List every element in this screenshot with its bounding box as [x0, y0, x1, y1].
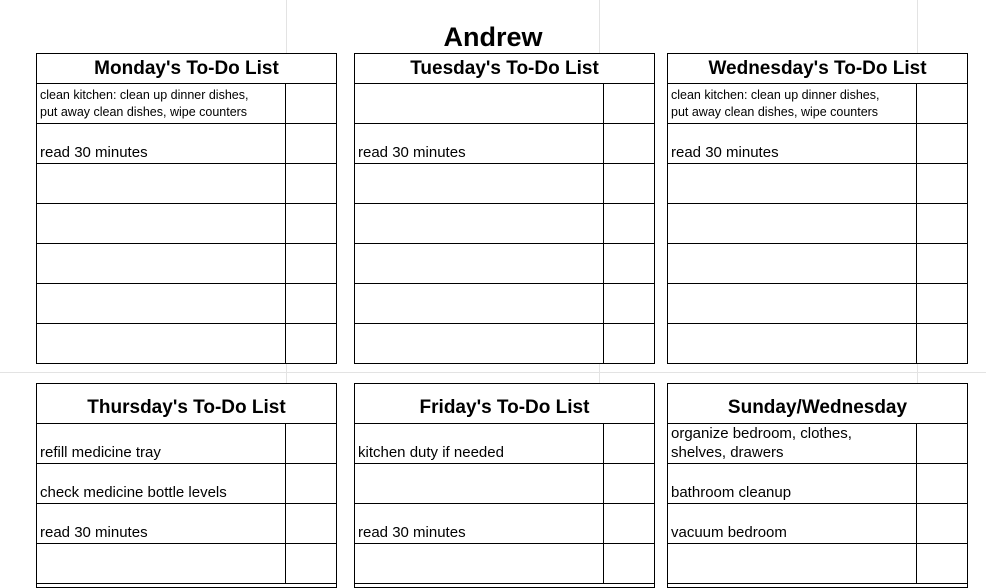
task-cell[interactable]	[668, 244, 917, 283]
checkbox-cell[interactable]	[603, 124, 654, 163]
panel-heading: Monday's To-Do List	[37, 54, 336, 84]
checkbox-cell[interactable]	[285, 504, 336, 543]
checkbox-cell[interactable]	[285, 324, 336, 364]
task-row	[355, 464, 654, 504]
checkbox-cell[interactable]	[916, 424, 967, 463]
page-title: Andrew	[443, 22, 543, 52]
task-row	[355, 424, 654, 464]
task-row	[355, 284, 654, 324]
checkbox-cell[interactable]	[285, 204, 336, 243]
gridline	[0, 372, 986, 373]
task-cell[interactable]: bathroom cleanup	[668, 464, 917, 503]
checkbox-cell[interactable]	[603, 464, 654, 503]
task-row	[37, 284, 336, 324]
checkbox-cell[interactable]	[916, 164, 967, 203]
task-row	[668, 84, 967, 124]
panel-heading: Wednesday's To-Do List	[668, 54, 967, 84]
task-cell[interactable]	[37, 544, 286, 583]
task-cell[interactable]: check medicine bottle levels	[37, 464, 286, 503]
monday-todo-panel	[36, 53, 337, 364]
checkbox-cell[interactable]	[285, 544, 336, 583]
task-row	[37, 244, 336, 284]
task-row	[355, 324, 654, 364]
checkbox-cell[interactable]	[916, 284, 967, 323]
task-row	[37, 124, 336, 164]
task-row	[668, 284, 967, 324]
panel-heading: Sunday/Wednesday	[668, 384, 967, 424]
task-cell[interactable]	[355, 244, 604, 283]
checkbox-cell[interactable]	[916, 464, 967, 503]
panel-heading: Tuesday's To-Do List	[355, 54, 654, 84]
task-row	[668, 424, 967, 464]
checkbox-cell[interactable]	[285, 84, 336, 123]
checkbox-cell[interactable]	[285, 464, 336, 503]
task-cell[interactable]	[37, 204, 286, 243]
task-cell[interactable]: read 30 minutes	[355, 504, 604, 543]
task-cell[interactable]: refill medicine tray	[37, 424, 286, 463]
checkbox-cell[interactable]	[916, 244, 967, 283]
task-row	[668, 324, 967, 364]
checkbox-cell[interactable]	[603, 244, 654, 283]
task-cell[interactable]: read 30 minutes	[668, 124, 917, 163]
task-cell[interactable]	[355, 544, 604, 583]
task-cell[interactable]: organize bedroom, clothes, shelves, drawers	[668, 424, 917, 463]
task-cell[interactable]	[668, 544, 917, 583]
task-row	[355, 84, 654, 124]
task-cell[interactable]	[355, 284, 604, 323]
task-row	[355, 124, 654, 164]
checkbox-cell[interactable]	[285, 164, 336, 203]
task-cell[interactable]: kitchen duty if needed	[355, 424, 604, 463]
task-cell[interactable]: clean kitchen: clean up dinner dishes, put away clean dishes, wipe counters	[37, 84, 286, 123]
checkbox-cell[interactable]	[916, 504, 967, 543]
task-row	[37, 204, 336, 244]
checkbox-cell[interactable]	[603, 544, 654, 583]
checkbox-cell[interactable]	[603, 504, 654, 543]
task-row	[37, 164, 336, 204]
task-row	[355, 164, 654, 204]
task-row	[668, 244, 967, 284]
task-row	[37, 324, 336, 364]
task-cell[interactable]	[668, 284, 917, 323]
task-row	[355, 204, 654, 244]
task-cell[interactable]	[37, 164, 286, 203]
wednesday-todo-panel	[667, 53, 968, 364]
checkbox-cell[interactable]	[603, 284, 654, 323]
task-row	[668, 164, 967, 204]
task-cell[interactable]: clean kitchen: clean up dinner dishes, put away clean dishes, wipe counters	[668, 84, 917, 123]
task-row	[37, 424, 336, 464]
checkbox-cell[interactable]	[916, 204, 967, 243]
checkbox-cell[interactable]	[603, 204, 654, 243]
checkbox-cell[interactable]	[285, 124, 336, 163]
task-cell[interactable]	[355, 164, 604, 203]
checkbox-cell[interactable]	[603, 164, 654, 203]
checkbox-cell[interactable]	[916, 124, 967, 163]
task-cell[interactable]	[668, 164, 917, 203]
task-cell[interactable]	[37, 284, 286, 323]
task-cell[interactable]	[355, 324, 604, 364]
task-cell[interactable]: read 30 minutes	[37, 504, 286, 543]
task-cell[interactable]: read 30 minutes	[37, 124, 286, 163]
task-cell[interactable]	[668, 324, 917, 364]
task-row	[668, 544, 967, 584]
panel-heading: Thursday's To-Do List	[37, 384, 336, 424]
task-cell[interactable]: vacuum bedroom	[668, 504, 917, 543]
task-cell[interactable]	[37, 244, 286, 283]
task-row	[37, 544, 336, 584]
friday-todo-panel	[354, 383, 655, 588]
checkbox-cell[interactable]	[603, 84, 654, 123]
checkbox-cell[interactable]	[916, 324, 967, 364]
task-cell[interactable]	[355, 204, 604, 243]
task-cell[interactable]	[668, 204, 917, 243]
task-row	[355, 244, 654, 284]
task-cell[interactable]	[37, 324, 286, 364]
task-row	[37, 464, 336, 504]
task-row	[668, 124, 967, 164]
task-row	[668, 204, 967, 244]
checkbox-cell[interactable]	[916, 544, 967, 583]
task-row	[668, 464, 967, 504]
task-row	[37, 504, 336, 544]
checkbox-cell[interactable]	[603, 324, 654, 364]
task-row	[668, 504, 967, 544]
thursday-todo-panel	[36, 383, 337, 588]
checkbox-cell[interactable]	[285, 244, 336, 283]
task-row	[355, 504, 654, 544]
checkbox-cell[interactable]	[603, 424, 654, 463]
sunday-wednesday-panel	[667, 383, 968, 588]
task-cell[interactable]	[355, 84, 604, 123]
checkbox-cell[interactable]	[285, 424, 336, 463]
task-row	[37, 84, 336, 124]
checkbox-cell[interactable]	[285, 284, 336, 323]
task-cell[interactable]	[355, 464, 604, 503]
task-cell[interactable]: read 30 minutes	[355, 124, 604, 163]
task-row	[355, 544, 654, 584]
panel-heading: Friday's To-Do List	[355, 384, 654, 424]
checkbox-cell[interactable]	[916, 84, 967, 123]
tuesday-todo-panel	[354, 53, 655, 364]
